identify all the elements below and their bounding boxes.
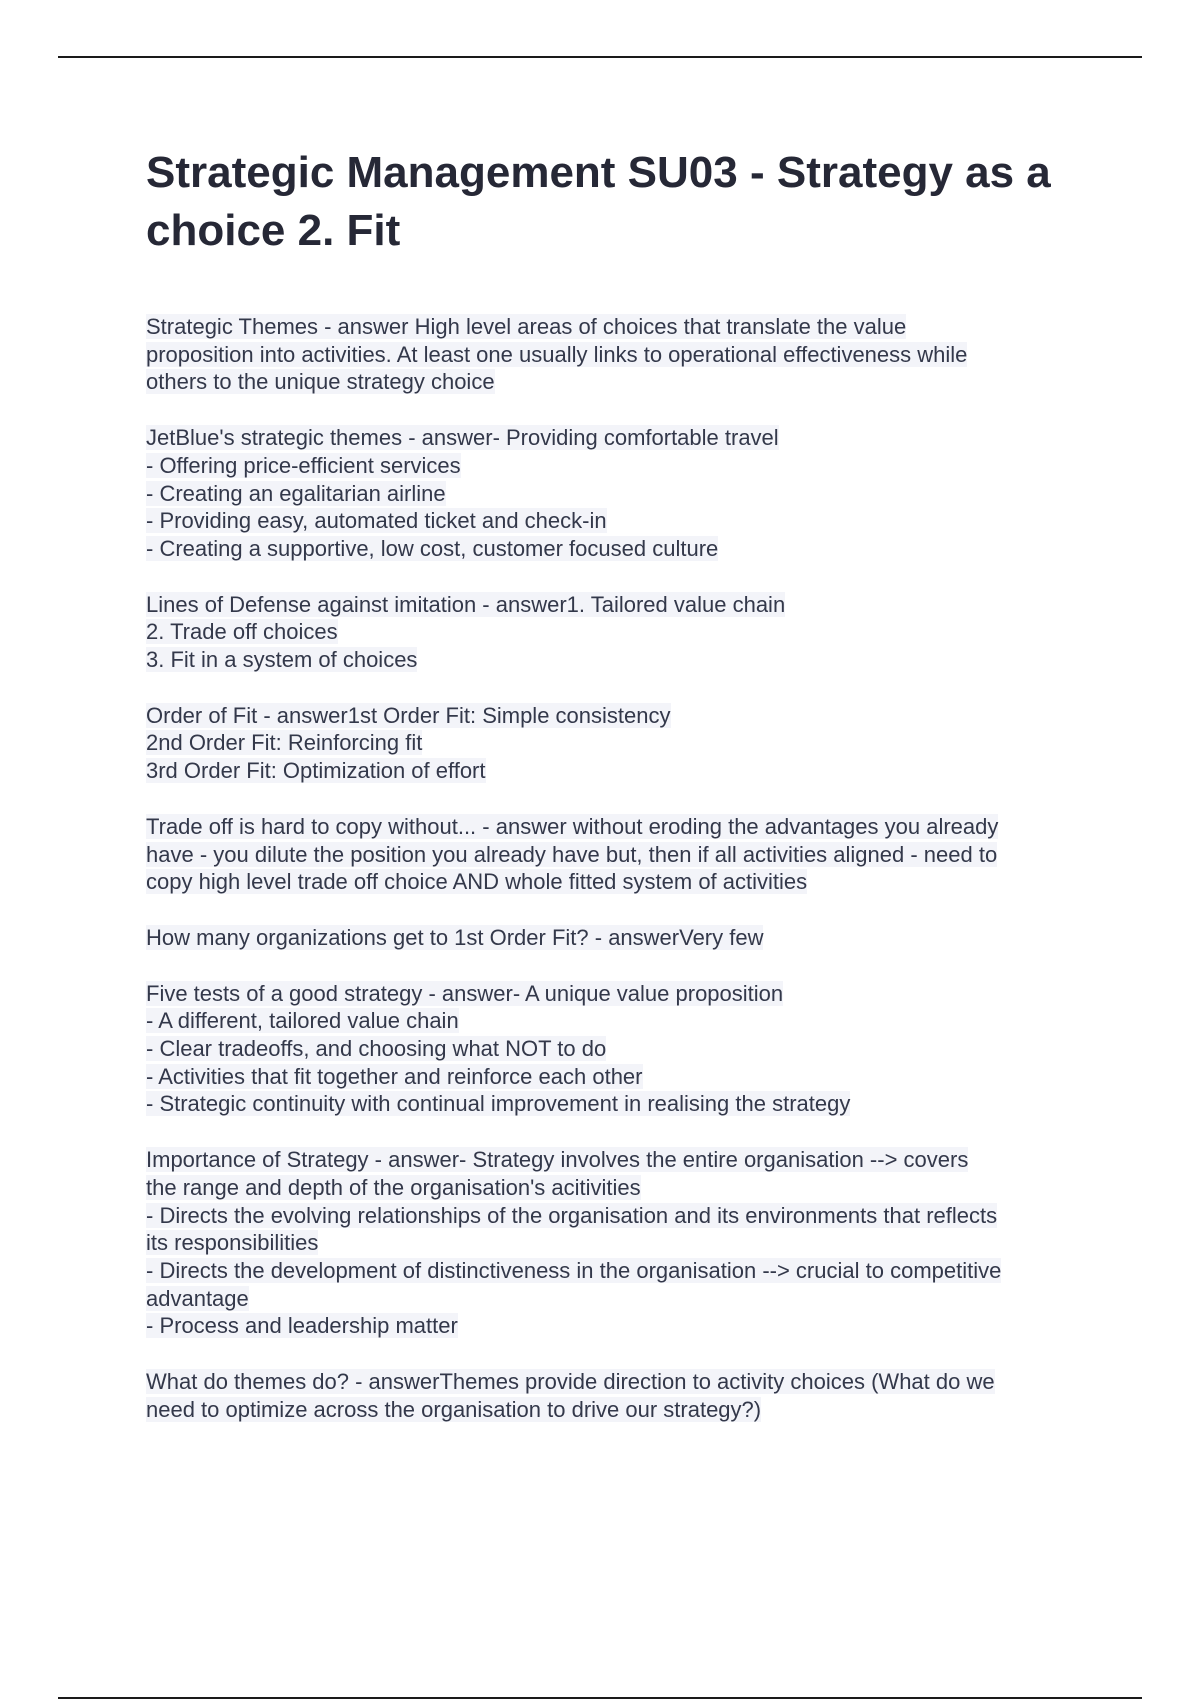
qa-line: Five tests of a good strategy - answer- A unique value proposition xyxy=(146,980,784,1006)
qa-entry xyxy=(146,980,1096,1119)
qa-line: - Directs the evolving relationships of the organisation and its environments that reflects xyxy=(146,1202,998,1228)
qa-entry xyxy=(146,813,1096,896)
bottom-rule xyxy=(58,1697,1142,1699)
qa-line: Importance of Strategy - answer- Strategy involves the entire organisation --> covers xyxy=(146,1147,969,1173)
qa-line: Trade off is hard to copy without... - answer without eroding the advantages you already xyxy=(146,813,999,839)
qa-line: - Process and leadership matter xyxy=(146,1313,458,1339)
qa-line: - Directs the development of distinctiveness in the organisation --> crucial to competitive xyxy=(146,1257,1002,1283)
qa-line: the range and depth of the organisation's acitivities xyxy=(146,1174,641,1200)
qa-line: What do themes do? - answerThemes provide direction to activity choices (What do we xyxy=(146,1369,995,1395)
qa-line: 2. Trade off choices xyxy=(146,619,338,645)
qa-line: - A different, tailored value chain xyxy=(146,1008,459,1034)
qa-line: proposition into activities. At least one usually links to operational effectiveness while xyxy=(146,341,968,367)
qa-line: its responsibilities xyxy=(146,1230,319,1256)
qa-line: JetBlue's strategic themes - answer- Providing comfortable travel xyxy=(146,425,779,451)
qa-line: need to optimize across the organisation to drive our strategy?) xyxy=(146,1396,762,1422)
qa-line: - Creating an egalitarian airline xyxy=(146,480,446,506)
qa-line: others to the unique strategy choice xyxy=(146,369,495,395)
qa-line: 3rd Order Fit: Optimization of effort xyxy=(146,758,486,784)
qa-line: - Creating a supportive, low cost, customer focused culture xyxy=(146,535,719,561)
qa-entry xyxy=(146,702,1096,785)
qa-line: advantage xyxy=(146,1285,249,1311)
page-title: Strategic Management SU03 - Strategy as a choice 2. Fit xyxy=(146,148,1051,255)
qa-line: Strategic Themes - answer High level areas of choices that translate the value xyxy=(146,314,907,339)
qa-line: - Strategic continuity with continual improvement in realising the strategy xyxy=(146,1091,851,1117)
qa-line: - Providing easy, automated ticket and check-in xyxy=(146,508,607,534)
qa-entry xyxy=(146,1368,1096,1423)
qa-line: - Activities that fit together and reinforce each other xyxy=(146,1063,643,1089)
qa-line: 2nd Order Fit: Reinforcing fit xyxy=(146,730,423,756)
qa-line: - Clear tradeoffs, and choosing what NOT to do xyxy=(146,1036,607,1062)
qa-line: copy high level trade off choice AND whole fitted system of activities xyxy=(146,869,808,895)
qa-line: have - you dilute the position you already have but, then if all activities aligned - need to xyxy=(146,841,998,867)
qa-line: - Offering price-efficient services xyxy=(146,452,461,478)
qa-line: Lines of Defense against imitation - answer1. Tailored value chain xyxy=(146,591,786,617)
qa-entry xyxy=(146,591,1096,674)
qa-line: 3. Fit in a system of choices xyxy=(146,647,418,673)
qa-line: Order of Fit - answer1st Order Fit: Simple consistency xyxy=(146,702,671,728)
qa-entry xyxy=(146,424,1096,563)
qa-entry xyxy=(146,924,1096,952)
qa-list xyxy=(146,313,1096,1452)
qa-line: How many organizations get to 1st Order Fit? - answerVery few xyxy=(146,924,764,950)
top-rule xyxy=(58,56,1142,58)
qa-entry xyxy=(146,1146,1096,1340)
qa-entry xyxy=(146,313,1096,396)
